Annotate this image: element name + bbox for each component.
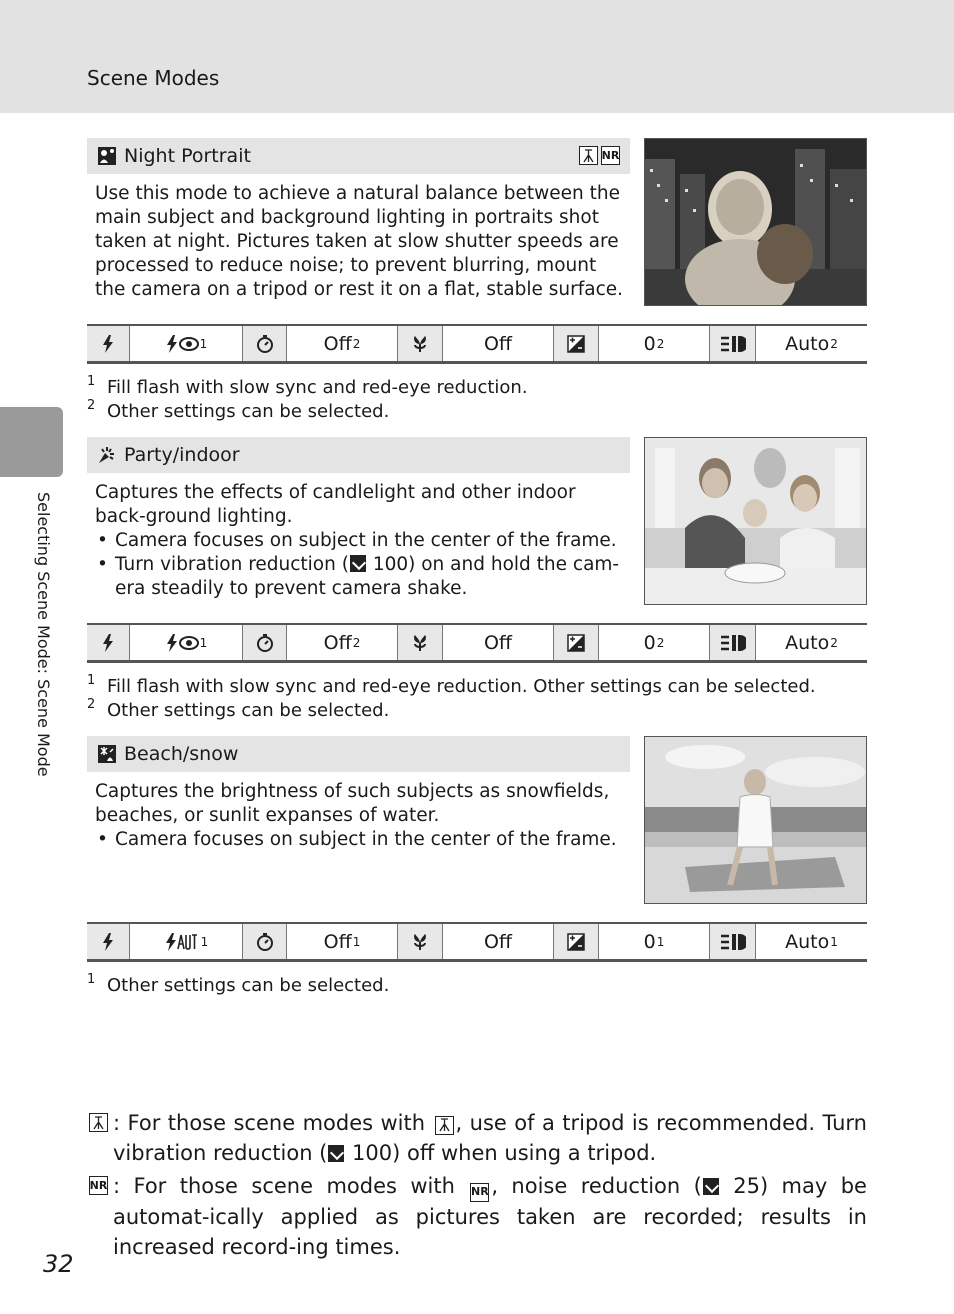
section-body (95, 182, 625, 302)
footnotes (87, 376, 528, 424)
section-heading (87, 437, 630, 473)
macro-icon (398, 326, 443, 361)
exposure-compensation-icon (554, 326, 599, 361)
bullet-item: • Turn vibration reduction ( 100) on and hold the cam-era steadily to prevent camera shake. (95, 553, 625, 601)
exposure-compensation-icon (554, 924, 599, 959)
footnotes (87, 675, 816, 723)
af-assist-value: Auto 2 (785, 332, 838, 355)
page-reference-icon (328, 1145, 344, 1162)
macro-value: Off (443, 924, 554, 959)
side-tab (0, 407, 63, 477)
section-title: Night Portrait (124, 145, 251, 167)
section-paragraph: Captures the brightness of such subjects as snowfields, beaches, or sunlit expanses of water. (95, 781, 610, 826)
tripod-note: : For those scene modes with , use of a tripod is recommended. Turn vibration reduction ( 100) off when using a tripod. (87, 1108, 867, 1168)
side-tab-label: Selecting Scene Mode: Scene Mode (34, 492, 53, 777)
flash-icon (87, 326, 130, 361)
exposure-value: 0 1 (599, 924, 710, 959)
tripod-icon (579, 146, 598, 165)
flash-mode-value: 1 (130, 625, 243, 660)
flash-icon (87, 625, 130, 660)
footnote: 2 Other settings can be selected. (87, 398, 390, 422)
settings-table (87, 324, 867, 364)
page-reference-icon (703, 1178, 719, 1195)
self-timer-icon (243, 326, 287, 361)
section-title: Beach/snow (124, 743, 239, 765)
bullet-item: • Camera focuses on subject in the center of the frame. (95, 828, 625, 852)
section-party-indoor (87, 437, 867, 727)
bottom-notes (87, 1108, 867, 1265)
exposure-compensation-icon (554, 625, 599, 660)
footnote: 1 Fill flash with slow sync and red-eye reduction. (87, 374, 528, 398)
section-body (95, 780, 625, 852)
section-heading (87, 138, 630, 174)
af-assist-icon (710, 326, 756, 361)
header-band (0, 0, 954, 113)
section-paragraph: Captures the effects of candlelight and other indoor back-ground lighting. (95, 482, 576, 527)
night-portrait-photo (644, 138, 867, 306)
af-assist-icon (710, 924, 756, 959)
night-portrait-icon (96, 146, 118, 166)
self-timer-icon (243, 924, 287, 959)
section-heading (87, 736, 630, 772)
page-header-title: Scene Modes (87, 66, 220, 90)
macro-value: Off (443, 326, 554, 361)
self-timer-value: Off 2 (287, 625, 398, 660)
af-assist-icon (710, 625, 756, 660)
self-timer-icon (243, 625, 287, 660)
exposure-value: 0 2 (599, 326, 710, 361)
tripod-icon (89, 1113, 108, 1132)
settings-table (87, 922, 867, 962)
section-title: Party/indoor (124, 444, 240, 466)
party-icon (96, 445, 118, 465)
flash-icon (87, 924, 130, 959)
flash-mode-value: 1 (130, 326, 243, 361)
footnotes (87, 974, 389, 998)
footnote: 2 Other settings can be selected. (87, 697, 390, 721)
page-reference-icon (350, 555, 366, 572)
noise-reduction-icon: NR (89, 1176, 108, 1195)
self-timer-value: Off 2 (287, 326, 398, 361)
page-number: 32 (43, 1250, 74, 1278)
af-assist-value: Auto 2 (785, 631, 838, 654)
section-night-portrait (87, 138, 867, 428)
party-photo (644, 437, 867, 605)
tripod-icon (435, 1116, 454, 1135)
noise-reduction-icon: NR (601, 146, 620, 165)
exposure-value: 0 2 (599, 625, 710, 660)
section-beach-snow (87, 736, 867, 1006)
settings-table (87, 623, 867, 663)
section-paragraph: Use this mode to achieve a natural balance between the main subject and background lighting in portraits shot taken at night. Pictures taken at slow shutter speeds are processed to reduce noise; to prevent blurring, mount the camera on a tripod or rest it on a flat, stable surface. (95, 183, 624, 300)
footnote: 1 Other settings can be selected. (87, 972, 390, 996)
footnote: 1 Fill flash with slow sync and red-eye reduction. Other settings can be selected. (87, 673, 816, 697)
section-body (95, 481, 625, 601)
macro-value: Off (443, 625, 554, 660)
beach-photo (644, 736, 867, 904)
noise-reduction-note: NR : For those scene modes with NR , noise reduction ( 25) may be automat-ically applied as pictures taken are recorded; results in increased record-ing times. (89, 1174, 867, 1259)
af-assist-value: Auto 1 (785, 930, 838, 953)
noise-reduction-icon: NR (470, 1183, 489, 1202)
macro-icon (398, 625, 443, 660)
self-timer-value: Off 1 (287, 924, 398, 959)
beach-snow-icon (96, 744, 118, 764)
bullet-item: • Camera focuses on subject in the center of the frame. (95, 529, 625, 553)
macro-icon (398, 924, 443, 959)
flash-mode-value: 1 (130, 924, 243, 959)
